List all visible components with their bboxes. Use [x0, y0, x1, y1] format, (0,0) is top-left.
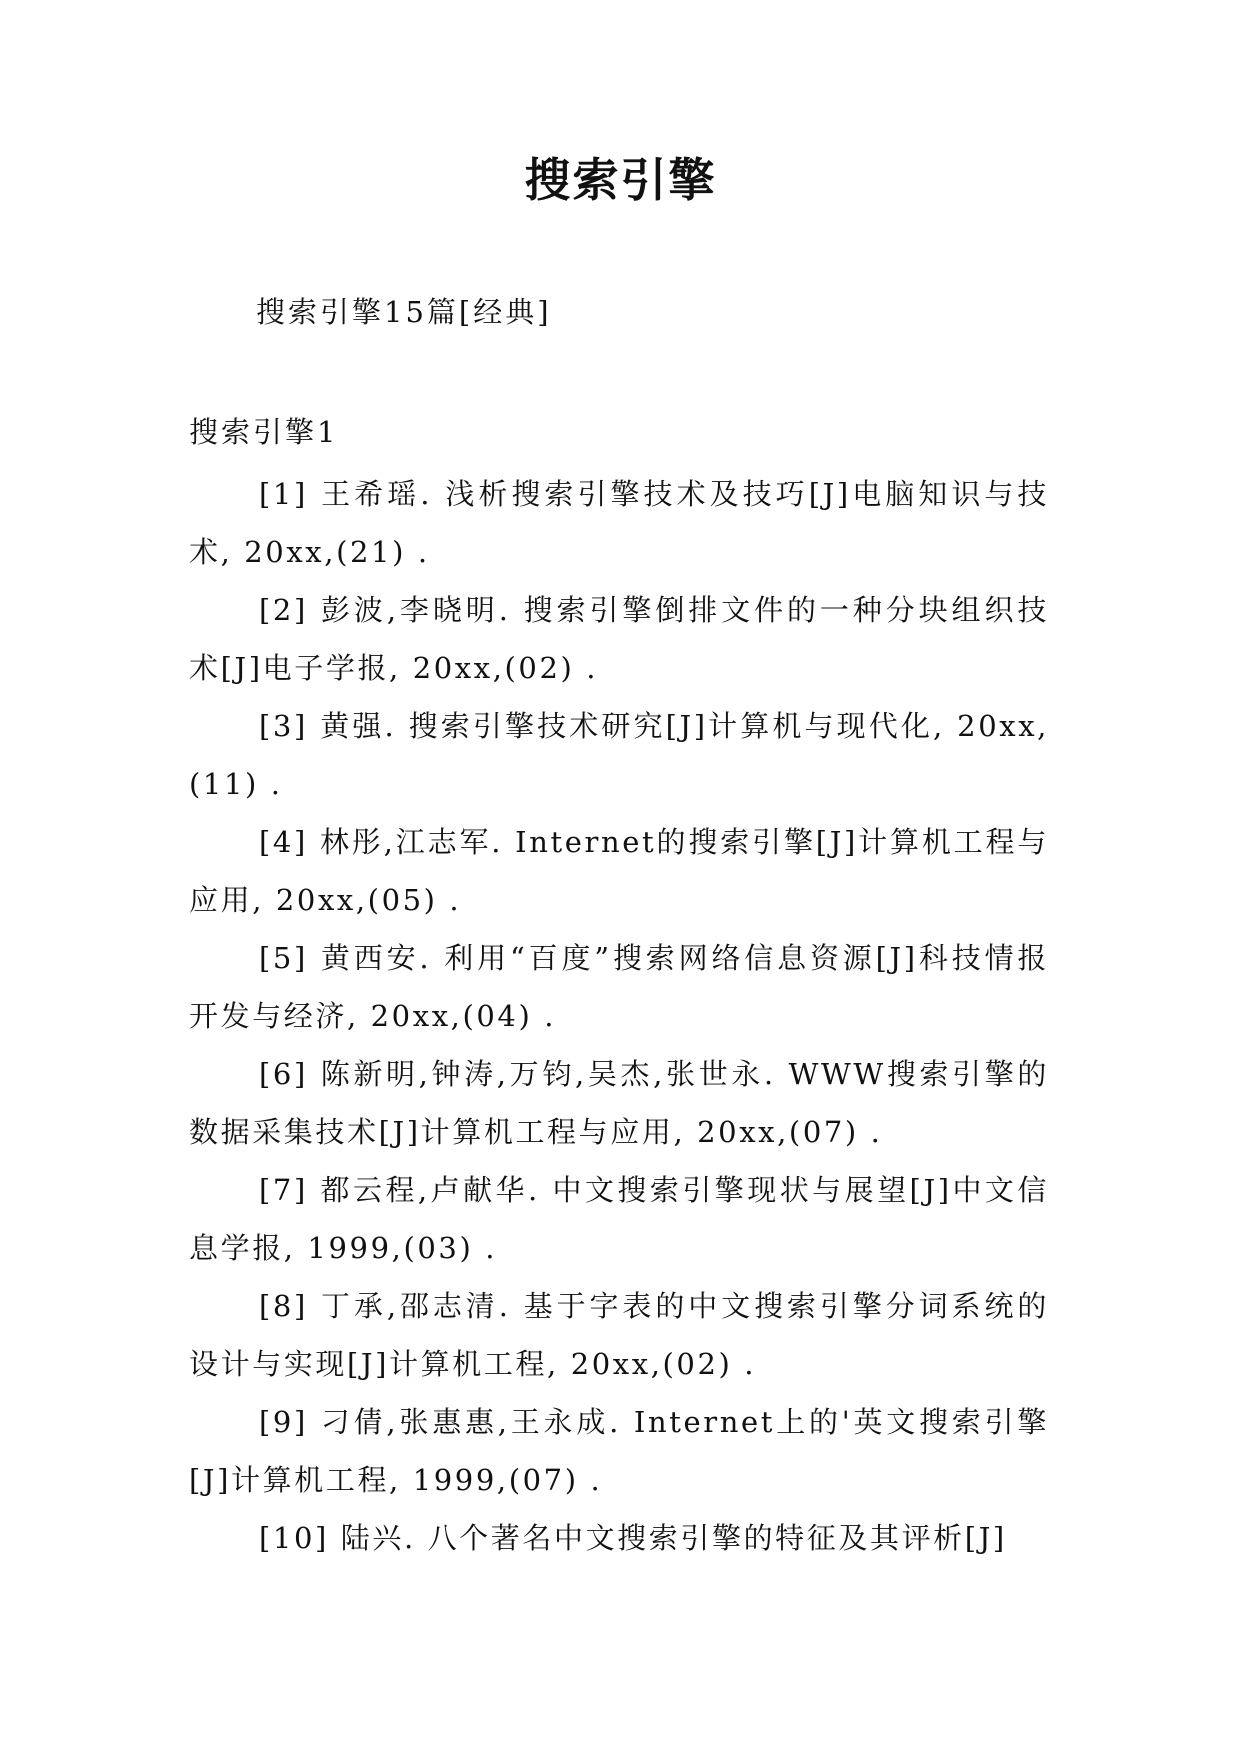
reference-item-5: [5] 黄西安. 利用“百度”搜索网络信息资源[J]科技情报开发与经济, 20xx,(04) .	[189, 941, 1049, 1033]
reference-item-1: [1] 王希瑶. 浅析搜索引擎技术及技巧[J]电脑知识与技术, 20xx,(21) .	[189, 477, 1049, 569]
reference-item-2: [2] 彭波,李晓明. 搜索引擎倒排文件的一种分块组织技术[J]电子学报, 20xx,(02) .	[189, 593, 1049, 685]
section-heading: 搜索引擎1	[189, 415, 339, 449]
document-subtitle: 搜索引擎15篇[经典]	[256, 295, 552, 329]
reference-item-6: [6] 陈新明,钟涛,万钧,吴杰,张世永. WWW搜索引擎的数据采集技术[J]计算机工程与应用, 20xx,(07) .	[189, 1057, 1049, 1149]
reference-item-4: [4] 林彤,江志军. Internet的搜索引擎[J]计算机工程与应用, 20xx,(05) .	[189, 825, 1049, 917]
reference-list	[189, 465, 1049, 1567]
reference-item-7: [7] 都云程,卢献华. 中文搜索引擎现状与展望[J]中文信息学报, 1999,(03) .	[189, 1173, 1049, 1265]
reference-item-9: [9] 刁倩,张惠惠,王永成. Internet上的'英文搜索引擎[J]计算机工程, 1999,(07) .	[189, 1405, 1049, 1497]
reference-item-8: [8] 丁承,邵志清. 基于字表的中文搜索引擎分词系统的设计与实现[J]计算机工程, 20xx,(02) .	[189, 1289, 1049, 1381]
reference-item-10: [10] 陆兴. 八个著名中文搜索引擎的特征及其评析[J]	[259, 1521, 1007, 1555]
reference-item-3: [3] 黄强. 搜索引擎技术研究[J]计算机与现代化, 20xx,(11) .	[189, 709, 1049, 801]
page-title: 搜索引擎	[524, 153, 717, 207]
